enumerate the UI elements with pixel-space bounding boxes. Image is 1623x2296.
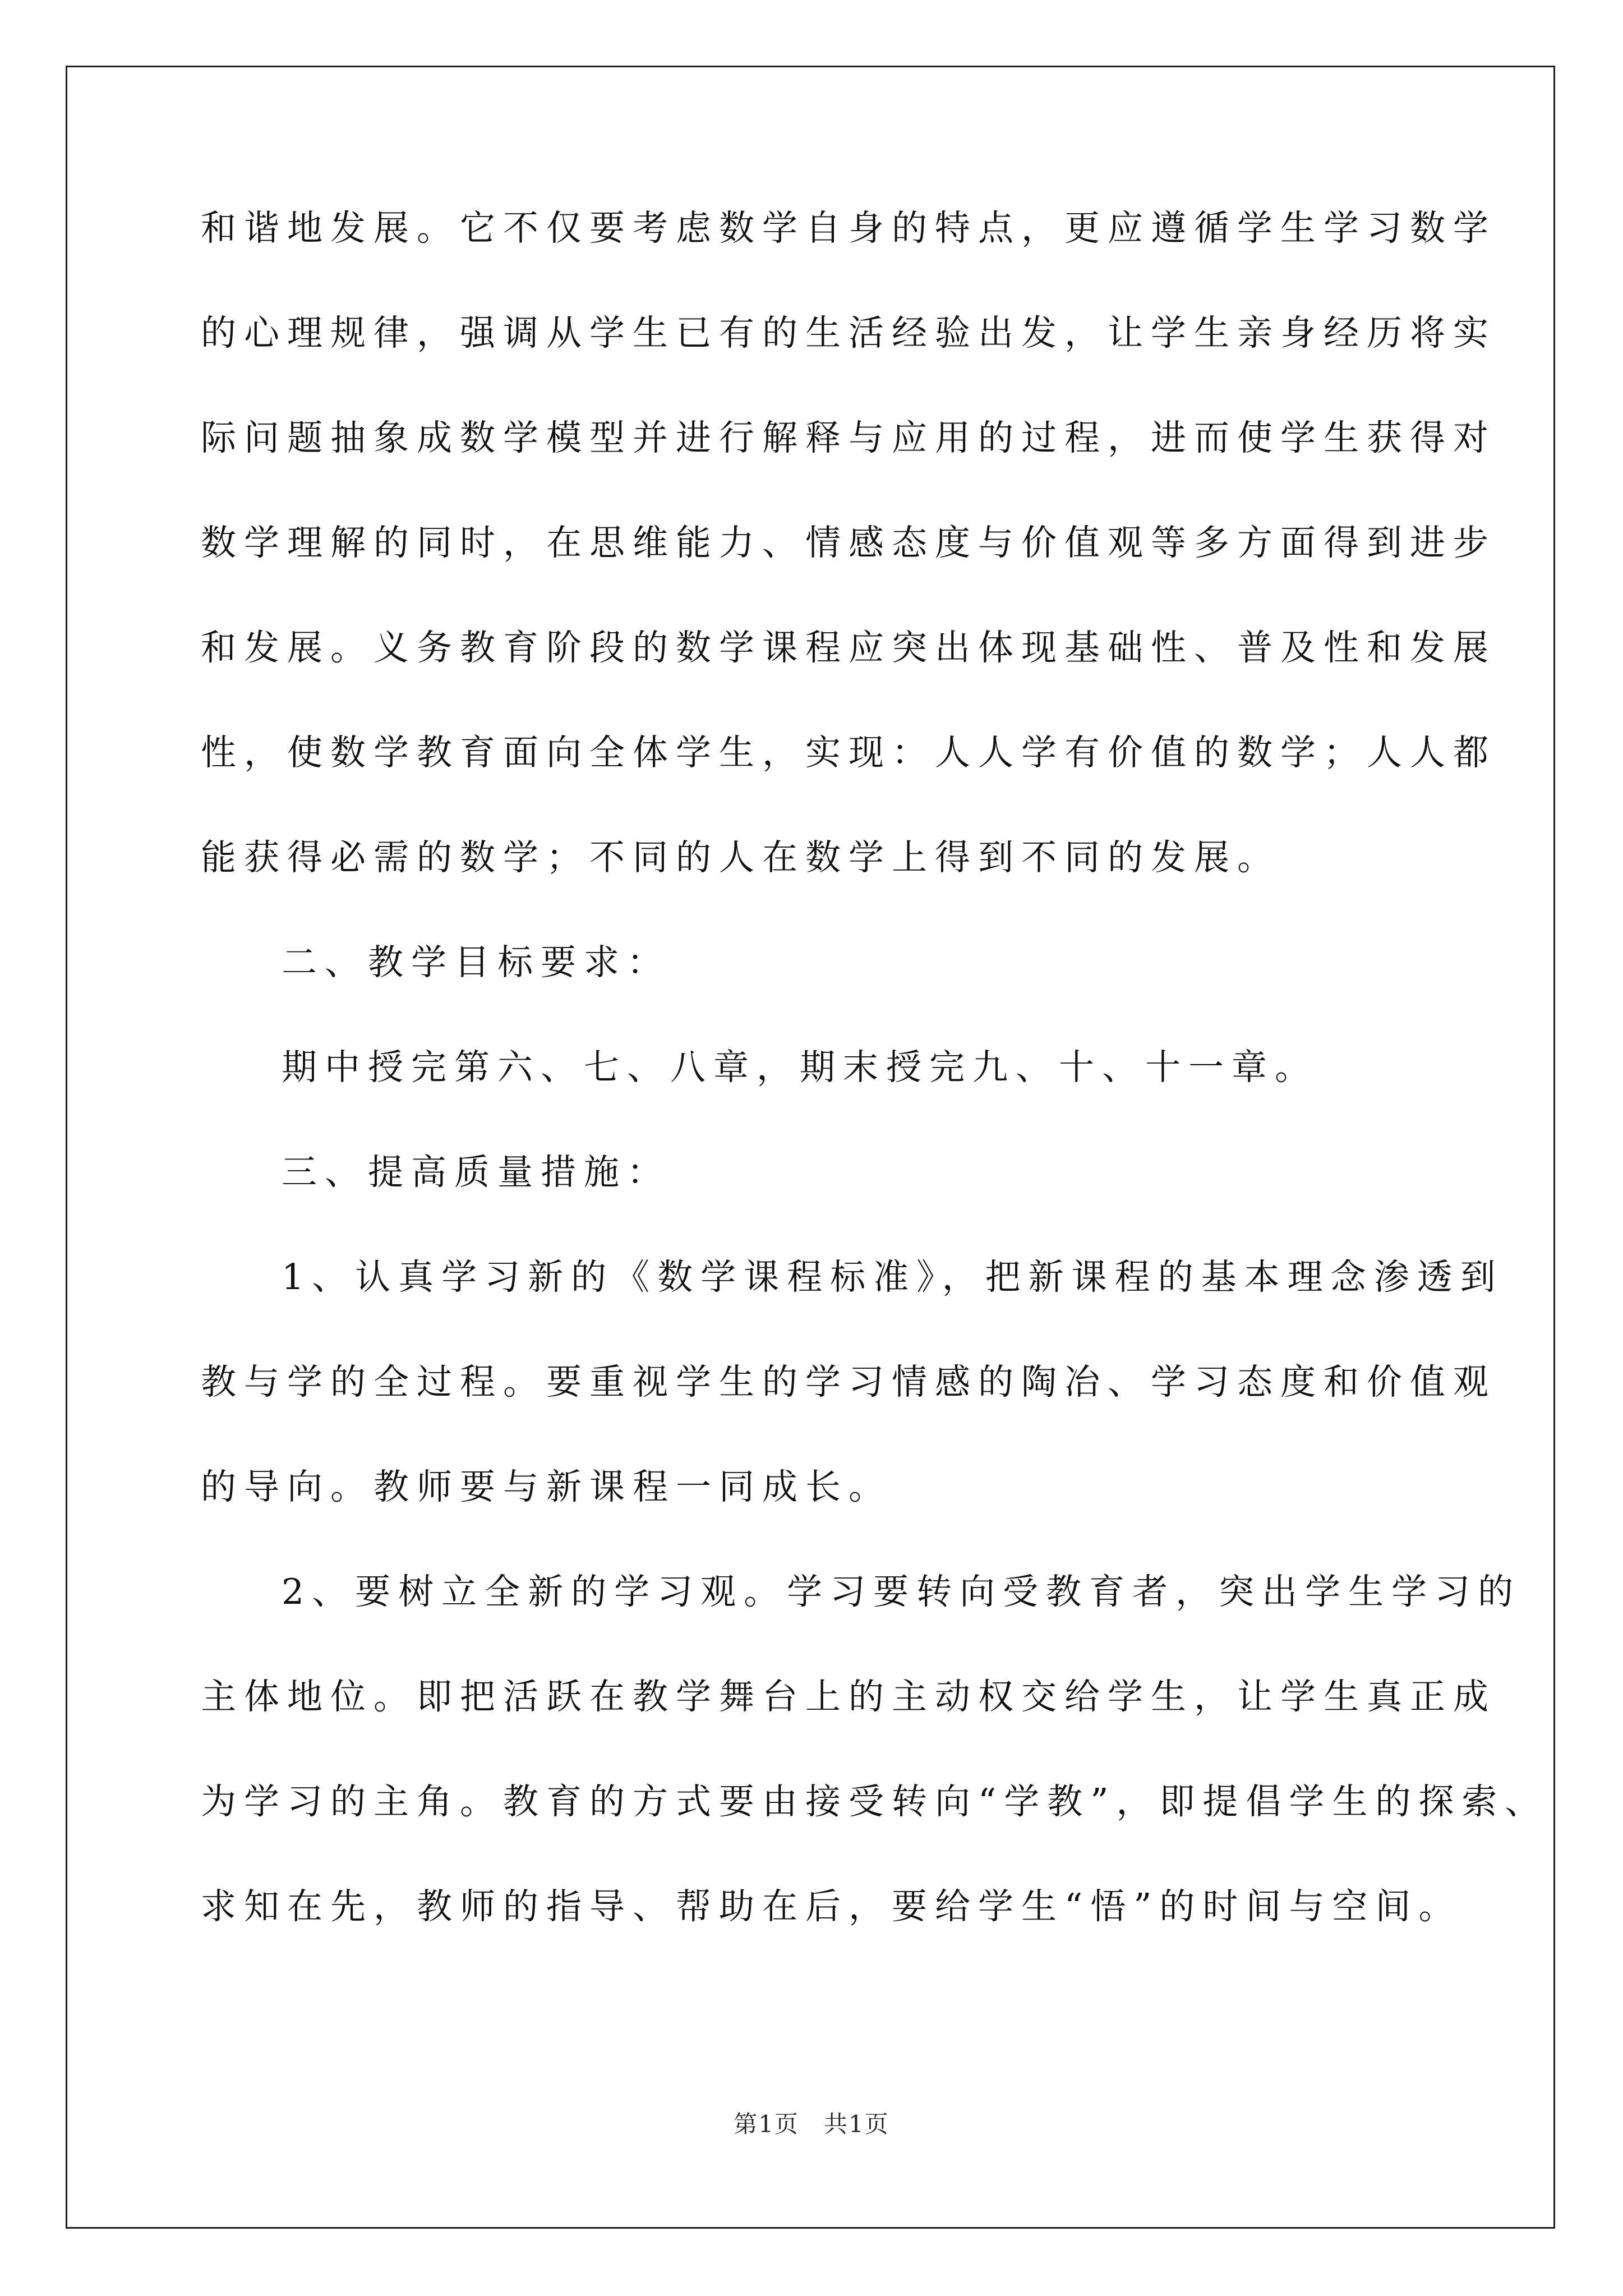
page-number-footer: 第1页 共1页 [734, 2110, 889, 2138]
text-line: 数学理解的同时，在思维能力、情感态度与价值观等多方面得到进步 [201, 522, 1496, 563]
text-line: 的导向。教师要与新课程一同成长。 [201, 1466, 892, 1507]
text-line: 主体地位。即把活跃在教学舞台上的主动权交给学生，让学生真正成 [201, 1676, 1496, 1717]
text-line: 教与学的全过程。要重视学生的学习情感的陶冶、学习态度和价值观 [201, 1361, 1496, 1402]
section-heading-teaching-goals: 二、教学目标要求： [282, 942, 670, 983]
text-line: 的心理规律，强调从学生已有的生活经验出发，让学生亲身经历将实 [201, 312, 1496, 353]
text-line: 际问题抽象成数学模型并进行解释与应用的过程，进而使学生获得对 [201, 417, 1496, 458]
text-line: 和发展。义务教育阶段的数学课程应突出体现基础性、普及性和发展 [201, 627, 1496, 668]
text-line: 求知在先，教师的指导、帮助在后，要给学生“悟”的时间与空间。 [201, 1886, 1462, 1927]
text-line: 为学习的主角。教育的方式要由接受转向“学教”，即提倡学生的探索、 [201, 1781, 1548, 1822]
text-line: 2、要树立全新的学习观。学习要转向受教育者，突出学生学习的 [282, 1571, 1521, 1612]
text-line: 1、认真学习新的《数学课程标准》，把新课程的基本理念渗透到 [282, 1257, 1504, 1297]
section-heading-quality-measures: 三、提高质量措施： [282, 1152, 670, 1193]
text-line: 和谐地发展。它不仅要考虑数学自身的特点，更应遵循学生学习数学 [201, 208, 1496, 249]
text-line: 能获得必需的数学；不同的人在数学上得到不同的发展。 [201, 837, 1280, 878]
document-body [201, 208, 1548, 1991]
text-line: 性，使数学教育面向全体学生，实现：人人学有价值的数学；人人都 [201, 732, 1496, 773]
text-line: 期中授完第六、七、八章，期末授完九、十、十一章。 [282, 1047, 1318, 1088]
